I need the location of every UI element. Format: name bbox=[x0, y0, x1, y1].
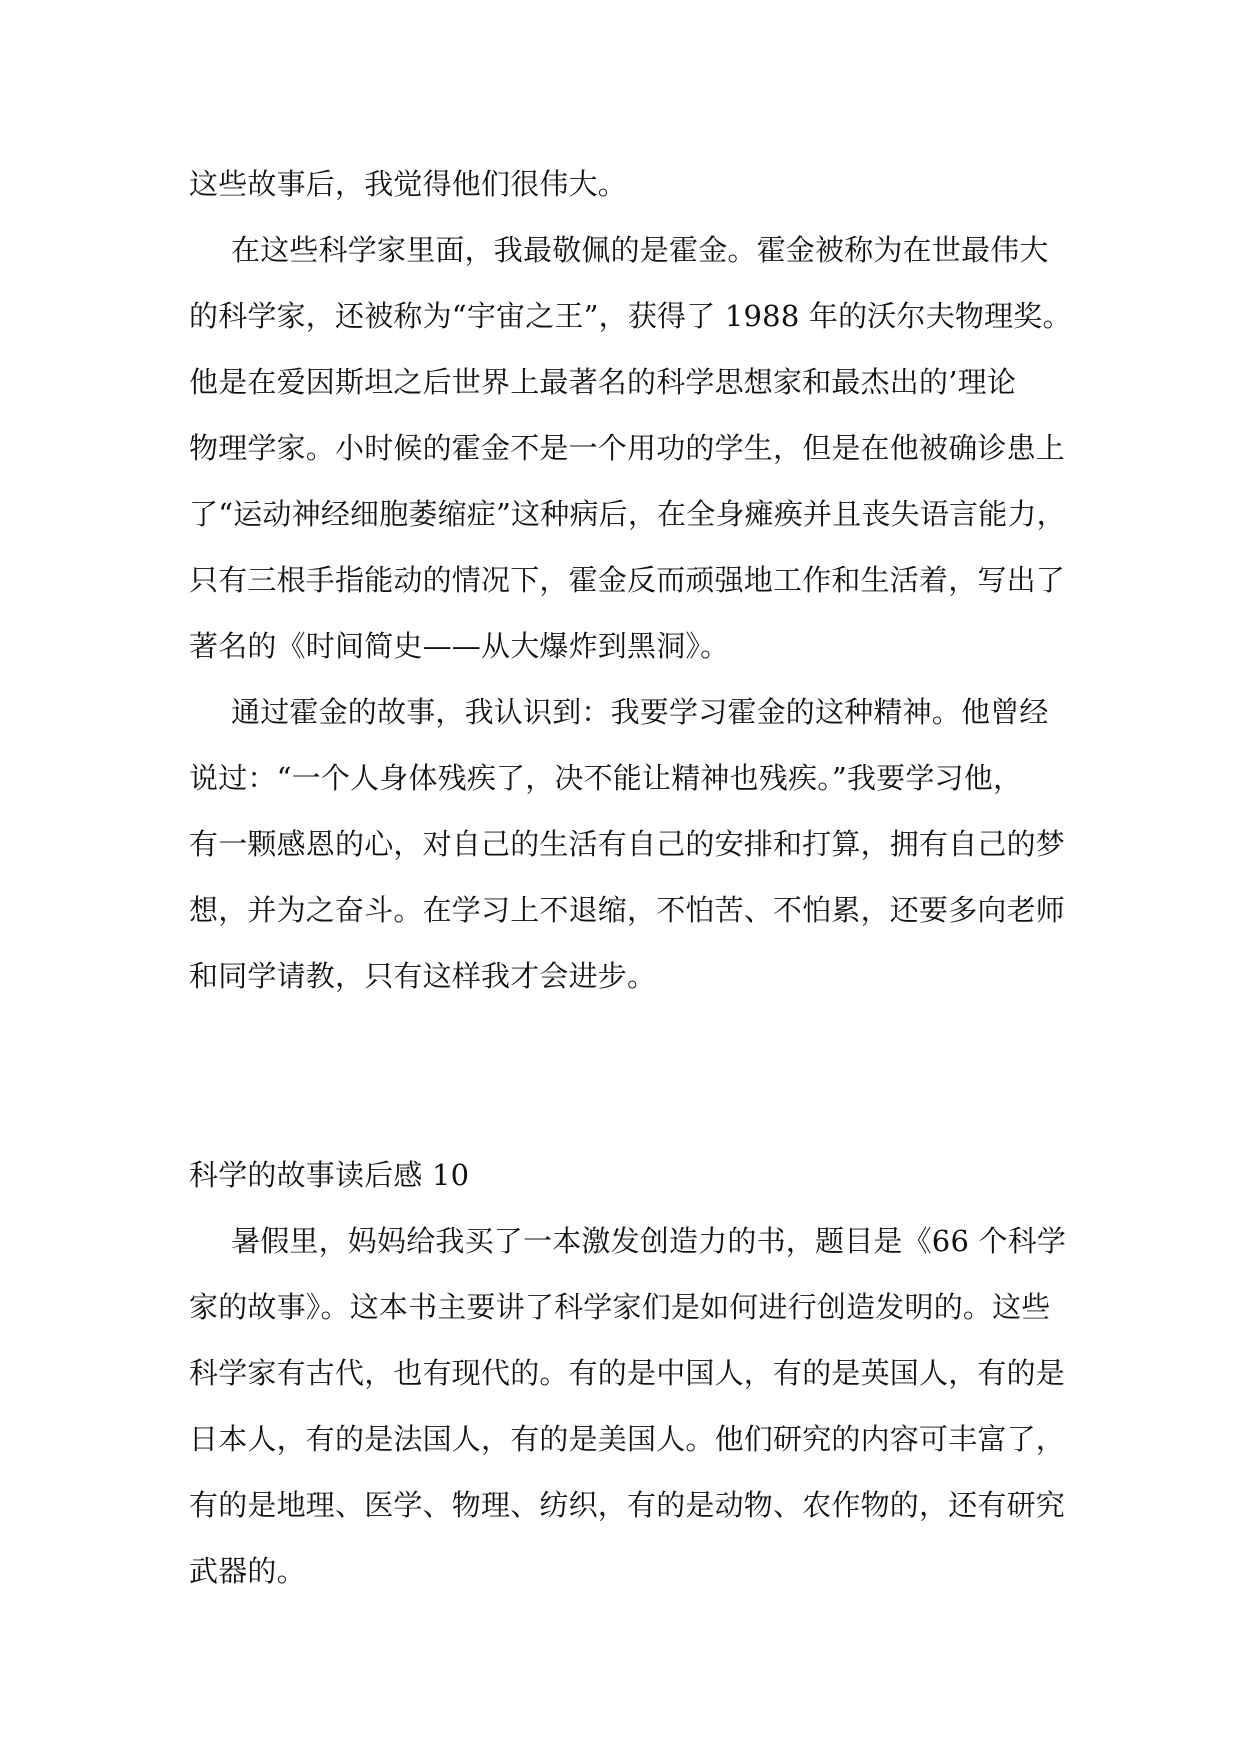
paragraph-line: 说过：“一个人身体残疾了，决不能让精神也残疾。”我要学习他， bbox=[189, 761, 1023, 795]
paragraph-line: 科学家有古代，也有现代的。有的是中国人，有的是英国人，有的是 bbox=[189, 1356, 1066, 1390]
paragraph-line: 和同学请教，只有这样我才会进步。 bbox=[189, 959, 657, 993]
paragraph-line: 有一颗感恩的心，对自己的生活有自己的安排和打算，拥有自己的梦 bbox=[189, 827, 1066, 861]
paragraph-line: 武器的。 bbox=[189, 1554, 306, 1588]
paragraph-line: 的科学家，还被称为“宇宙之王”，获得了 1988 年的沃尔夫物理奖。 bbox=[189, 299, 1072, 333]
paragraph-line: 暑假里，妈妈给我买了一本激发创造力的书，题目是《66 个科学 bbox=[231, 1224, 1067, 1258]
paragraph-line: 有的是地理、医学、物理、纺织，有的是动物、农作物的，还有研究 bbox=[189, 1488, 1066, 1522]
paragraph-line: 只有三根手指能动的情况下，霍金反而顽强地工作和生活着，写出了 bbox=[189, 563, 1066, 597]
paragraph-line: 通过霍金的故事，我认识到：我要学习霍金的这种精神。他曾经 bbox=[231, 695, 1049, 729]
paragraph-line: 在这些科学家里面，我最敬佩的是霍金。霍金被称为在世最伟大 bbox=[231, 233, 1049, 267]
paragraph-line: 这些故事后，我觉得他们很伟大。 bbox=[189, 167, 628, 201]
paragraph-line: 日本人，有的是法国人，有的是美国人。他们研究的内容可丰富了， bbox=[189, 1422, 1066, 1456]
paragraph-line: 著名的《时间简史——从大爆炸到黑洞》。 bbox=[189, 629, 730, 663]
paragraph-line: 想，并为之奋斗。在学习上不退缩，不怕苦、不怕累，还要多向老师 bbox=[189, 893, 1066, 927]
section-title: 科学的故事读后感 10 bbox=[189, 1158, 470, 1192]
paragraph-line: 物理学家。小时候的霍金不是一个用功的学生，但是在他被确诊患上 bbox=[189, 431, 1066, 465]
paragraph-line: 了“运动神经细胞萎缩症”这种病后，在全身瘫痪并且丧失语言能力， bbox=[189, 497, 1066, 531]
paragraph-line: 他是在爱因斯坦之后世界上最著名的科学思想家和最杰出的’理论 bbox=[189, 365, 1017, 399]
paragraph-line: 家的故事》。这本书主要讲了科学家们是如何进行创造发明的。这些 bbox=[189, 1290, 1051, 1324]
